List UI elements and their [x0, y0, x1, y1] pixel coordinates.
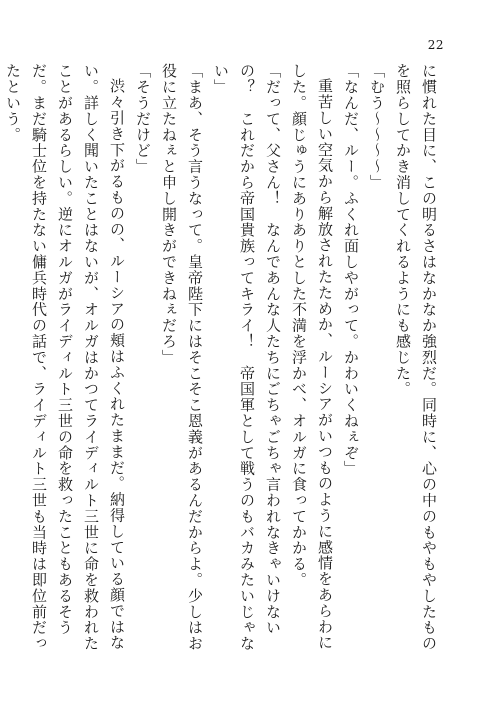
paragraph-1: に慣れた目に、この明るさはなかなか強烈だ。同時に、心の中のもやもやしたものを照らしてかき消してくれるようにも感じた。: [394, 63, 438, 652]
paragraph-3: 渋々引き下がるものの、ルーシアの頬はふくれたままだ。納得している顔ではない。詳しく聞いたことはないが、オルガはかつてライディルト三世に命を救われたことがあるらしい。逆にオルガがライディルト三世の命を救ったこともあるそうだ。まだ騎士位を持たない傭兵時代の話で、ライディルト三世も当時は即位前だったという。: [4, 63, 126, 652]
paragraph-2: 重苦しい空気から解放されたためか、ルーシアがいつものように感情をあらわにした。顔じゅうにありありとした不満を浮かべ、オルガに食ってかかる。: [290, 63, 334, 651]
dialogue-1: 「むう〜〜〜〜」: [368, 63, 386, 191]
vertical-text-body: [4, 63, 442, 653]
dialogue-4: 「まあ、そう言うなって。皇帝陛下にはそこそこ恩義があるんだからよ。少しはお役に立たねぇと申し開きができねぇだろ」: [160, 63, 204, 652]
dialogue-3: 「だって、父さん！ なんであんな人たちにごちゃごちゃ言われなきゃいけないの？ これだから帝国貴族ってキライ！ 帝国軍として戦うのもバカみたいじゃない」: [212, 63, 282, 652]
dialogue-2: 「なんだ、ルー。ふくれ面しやがって。かわいくねぇぞ」: [342, 63, 360, 477]
page-number: 22: [427, 38, 444, 52]
dialogue-5: 「そうだけど」: [134, 63, 152, 175]
